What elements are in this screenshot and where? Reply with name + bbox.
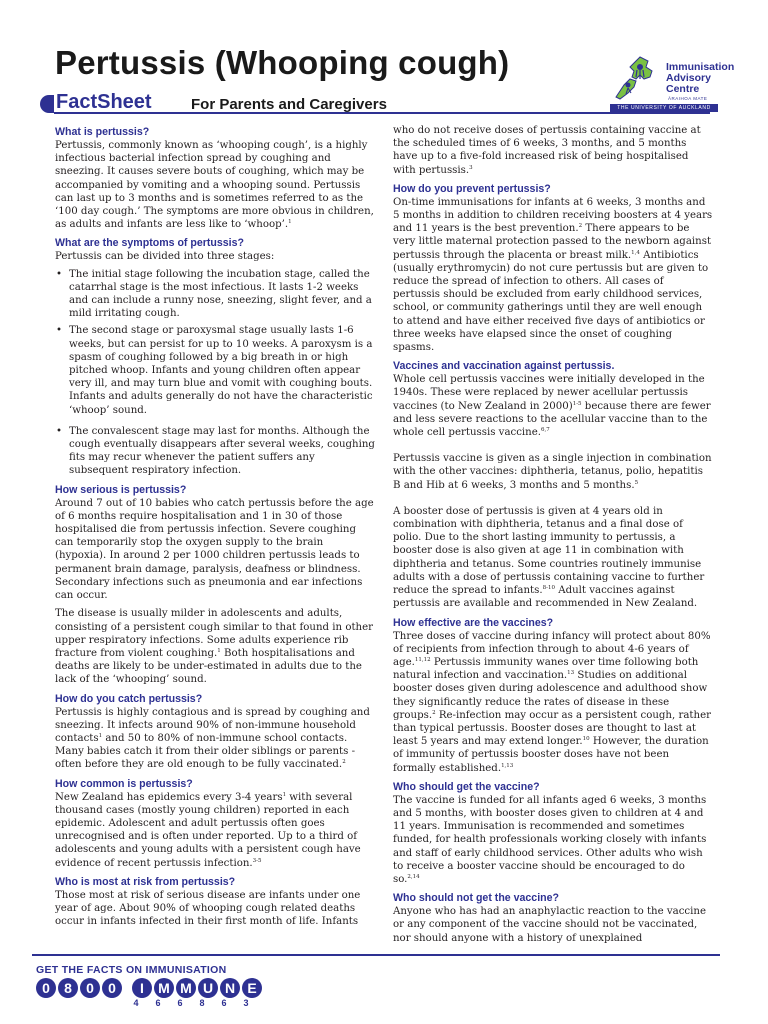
phone-spacer — [124, 978, 130, 998]
logo-line-3: Centre — [666, 83, 700, 95]
logo-line-2: Advisory — [666, 72, 711, 84]
paragraph: New Zealand has epidemics every 3-4 years$^1$ with several thousand cases (mostly young children) reported in each epidemic. Adolescent and adult pertussis often goes unrecognised and is often under reported. Up to a third of adolescents and young adults with a persistent cough have evidence of recent pertussis infection.$^{3-5}$ — [55, 791, 361, 869]
heading-vaccines: Vaccines and vaccination against pertussis. — [393, 360, 615, 373]
phone-digit: 4 — [133, 998, 139, 1008]
heading-symptoms: What are the symptoms of pertussis? — [55, 237, 244, 250]
phone-digit: 6 — [155, 998, 161, 1008]
phone-char: 0 — [36, 978, 56, 998]
footer-divider — [32, 954, 720, 956]
paragraph: Anyone who has had an anaphylactic reaction to the vaccine or any component of the vaccine should not be vaccinated, nor should anyone with a history of unexplained — [393, 906, 706, 944]
phone-char: 0 — [102, 978, 122, 998]
university-bar: THE UNIVERSITY OF AUCKLAND — [610, 104, 718, 112]
heading-how-catch: How do you catch pertussis? — [55, 692, 203, 705]
paragraph: Pertussis, commonly known as ‘whooping cough’, is a highly infectious bacterial infection spread by coughing and sneezing. It causes severe bouts of coughing, which may be accompanied by vomiting and a whooping sound. Pertussis can last up to 3 months and is sometimes referred to as the ‘100 day cough.’ The symptoms are more obvious in children, as adults and infants are less like to ‘whoop’.$^1$ — [55, 140, 374, 231]
paragraph: Those most at risk of serious disease are infants under one year of age. About 90% of whooping cough related deaths occur in infants infected in their first month of life. Infants — [55, 889, 361, 928]
left-column — [55, 125, 375, 928]
paragraph: Pertussis vaccine is given as a single injection in combination with the other vaccines: diphtheria, tetanus, polio, hepatitis B and Hib at 6 weeks, 3 months and 5 months.$^5$ — [393, 453, 712, 491]
factsheet-tab-marker — [40, 95, 54, 113]
paragraph: Around 7 out of 10 babies who catch pertussis before the age of 6 months require hospitalisation and 1 in 30 of those hospitalised die from pertussis infection. Severe coughing can temporarily stop the oxygen supply to the brain (hypoxia). In around 2 per 1000 children pertussis leads to permanent brain damage, paralysis, deafness or blindness. Secondary infections such as pneumonia and ear infections can occur. — [55, 497, 374, 602]
phone-char: E — [242, 978, 262, 998]
paragraph: Pertussis can be divided into three stages: — [55, 251, 275, 263]
paragraph: On-time immunisations for infants at 6 weeks, 3 months and 5 months in addition to children receiving boosters at 4 years and 11 years is the best prevention.$^2$ There appears to be very little maternal protection passed to the newborn against pertussis through the placenta or breast milk.$^{1,4}$ Antibiotics (usually erythromycin) do not cure pertussis but are given to reduce the spread of infection to others. All cases of pertussis should be excluded from early childhood services, school, or community gatherings until they are well enough to attend and have either received five days of antibiotics or three weeks have elapsed since the onset of coughing spasms. — [393, 196, 713, 354]
audience-subtitle: For Parents and Caregivers — [191, 96, 387, 113]
heading-how-common: How common is pertussis? — [55, 777, 193, 790]
heading-how-serious: How serious is pertussis? — [55, 483, 187, 496]
page-title: Pertussis (Whooping cough) — [55, 44, 510, 81]
factsheet-label: FactSheet — [56, 91, 152, 113]
phone-char: 0 — [80, 978, 100, 998]
phone-char: M — [154, 978, 174, 998]
list-item: • The convalescent stage may last for months. Although the cough eventually disappears after several weeks, coughing fits may recur whenever the patient suffers any subsequent respiratory infection. — [55, 425, 375, 478]
paragraph: Whole cell pertussis vaccines were initially developed in the 1940s. These were replaced by newer acellular pertussis vaccines (to New Zealand in 2000)$^{1-5}$ because there are fewer and less severe reactions to the acellular vaccine than to the whole cell pertussis vaccine.$^{6,7}$ — [393, 374, 711, 439]
phone-number — [36, 978, 262, 998]
stages-list — [55, 268, 375, 478]
heading-what-is: What is pertussis? — [55, 126, 150, 138]
phone-digit: 6 — [221, 998, 227, 1008]
phone-digit: 8 — [199, 998, 205, 1008]
heading-who-should-not: Who should not get the vaccine? — [393, 892, 559, 905]
immunisation-advisory-centre-logo — [610, 55, 735, 117]
phone-char: 8 — [58, 978, 78, 998]
phone-char: U — [198, 978, 218, 998]
paragraph: Pertussis is highly contagious and is spread by coughing and sneezing. It infects around 90% of non-immune household contacts$^1$ and 50 to 80% of non-immune school contacts. Many babies catch it from their older siblings or parents - often before they are old enough to be fully vaccinated.$^2$ — [55, 706, 370, 771]
phone-char: M — [176, 978, 196, 998]
list-item: • The second stage or paroxysmal stage usually lasts 1-6 weeks, but can persist for up to 10 weeks. A paroxysm is a spasm of coughing followed by a big breath in or high pitched whoop. Infants and young children often appear very ill, and may turn blue and vomit with coughing bouts. Infants and adults generally do not have the characteristic ‘whoop’ sound. — [55, 324, 375, 416]
phone-keypad-digits — [125, 998, 257, 1008]
heading-prevent: How do you prevent pertussis? — [393, 182, 551, 195]
paragraph: who do not receive doses of pertussis containing vaccine at the scheduled times of 6 weeks, 3 months, and 5 months have up to a five-fold increased risk of being hospitalised with pertussis.$^3$ — [393, 125, 701, 176]
paragraph: Three doses of vaccine during infancy will protect about 80% of recipients from infection through to about 4-6 years of age.$^{11,12}$ Pertussis immunity wanes over time following both natural infection and vaccination.$^{13}$ Studies on additional booster doses given during adolescence and adulthood show they significantly reduce the rates of disease in these groups.$^2$ Re-infection may occur as a persistent cough, rather than typical pertussis. Booster doses are thought to last at least 5 years and may extend longer.$^{10}$ However, the duration of immunity of pertussis booster doses have not been formally established.$^{1,13}$ — [393, 630, 711, 774]
phone-digit: 3 — [243, 998, 249, 1008]
paragraph: A booster dose of pertussis is given at 4 years old in combination with diphtheria, tetanus and a final dose of polio. Due to the short lasting immunity to pertussis, a booster dose is also given at age 11 in combination with diphtheria and tetanus. Some countries routinely immunise adults with a dose of pertussis containing vaccine to further reduce the spread to infants.$^{8-10}$ Adult vaccines against pertussis are available and recommended in New Zealand. — [393, 505, 705, 610]
heading-how-effective: How effective are the vaccines? — [393, 616, 554, 629]
phone-digit: 6 — [177, 998, 183, 1008]
list-item: • The initial stage following the incubation stage, called the catarrhal stage is the most infectious. It lasts 1-2 weeks and can include a runny nose, sneezing, slight fever, and a mild irritating cough. — [55, 268, 375, 321]
phone-char: I — [132, 978, 152, 998]
logo-maori-text: ĀRAIHOA MATE — [668, 96, 708, 101]
paragraph: The disease is usually milder in adolescents and adults, consisting of a persistent cough similar to that found in other upper respiratory infections. Some adults experience rib fracture from violent coughing.$^1$ Both hospitalisations and deaths are likely to be under-estimated in adults due to the lack of the ‘whooping’ sound. — [55, 608, 374, 686]
heading-most-at-risk: Who is most at risk from pertussis? — [55, 875, 236, 888]
nz-map-icon — [610, 55, 664, 103]
right-column — [393, 124, 713, 945]
paragraph: The vaccine is funded for all infants aged 6 weeks, 3 months and 5 months, with booster doses given to children at 4 and 11 years. Immunisation is recommended and sometimes funded, for health professionals working closely with infants and staff of early childhood services. Other adults who wish to receive a booster vaccine should be encouraged to do so.$^{2,14}$ — [393, 794, 707, 885]
phone-char: N — [220, 978, 240, 998]
heading-who-should-get: Who should get the vaccine? — [393, 780, 540, 793]
footer-tagline: GET THE FACTS ON IMMUNISATION — [36, 964, 227, 976]
logo-line-1: Immunisation — [666, 61, 735, 73]
